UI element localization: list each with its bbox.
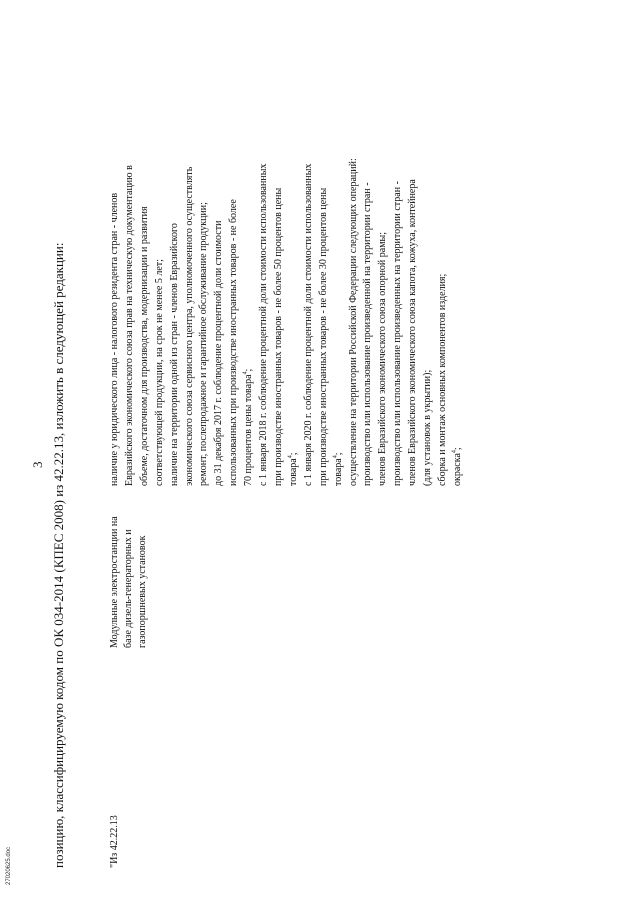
product-name-line: газопоршневых установок [137, 535, 148, 648]
footnote-ref: 4 [242, 371, 249, 375]
requirement-line: членов Евразийского экономического союза капота, кожуха, контейнера [407, 179, 419, 486]
requirement-line: наличие у юридического лица - налогового резидента стран - членов [109, 192, 120, 486]
requirement-line: соответствующей продукции, на срок не менее 5 лет; [153, 259, 165, 486]
requirement-line: с 1 января 2018 г. соблюдение процентной доли стоимости использованных [258, 163, 270, 486]
requirement-line: 70 процентов цены товара$^4$; [242, 368, 255, 486]
product-code: "Из 42.22.13 [109, 815, 120, 868]
requirement-line: окраска$^4$; [451, 447, 463, 486]
requirement-line: при производстве иностранных товаров - не более 50 процентов цены [272, 187, 284, 486]
requirement-line: экономического союза сервисного центра, уполномоченного осуществлять [183, 166, 195, 486]
requirement-line: при производстве иностранных товаров - не более 30 процентов цены [317, 187, 329, 486]
requirement-line: использованных при производстве иностранных товаров - не более [228, 199, 240, 486]
requirement-line: товара$^4$; [287, 452, 299, 486]
requirements-text [108, 16, 466, 486]
product-name-line: Модульные электростанции на [109, 516, 120, 648]
footnote-ref: 4 [451, 450, 458, 454]
footnote-ref: 4 [332, 455, 339, 459]
requirement-line: осуществление на территории Российской Федерации следующих операций: [347, 158, 359, 486]
requirement-line: до 31 декабря 2017 г. соблюдение процентной доли стоимости [213, 220, 225, 486]
requirement-line: товара$^4$; [332, 452, 344, 486]
page-number: 3 [30, 461, 45, 468]
requirement-line: членов Евразийского экономического союза опорной рамы; [377, 231, 389, 486]
requirement-line: Евразийского экономического союза прав на техническую документацию в [123, 165, 135, 486]
requirement-line: ремонт, послепродажное и гарантийное обслуживание продукции; [198, 202, 210, 486]
requirement-line: производство или использование произведенной на территории стран - [362, 182, 374, 486]
requirement-line: сборка и монтаж основных компонентов изделия; [436, 273, 448, 486]
requirement-line: объеме, достаточном для производства, модернизации и развития [138, 206, 150, 486]
footer-filename: 27020625.doc [6, 846, 12, 885]
product-name-line: базе дизель-генераторных и [123, 529, 134, 648]
intro-paragraph: позицию, классифицируемую кодом по ОК 034-2014 (КПЕС 2008) из 42.22.13, изложить в следующей редакции: [51, 242, 66, 868]
requirement-line: производство или использование произведенных на территории стран - [392, 181, 404, 486]
requirement-line: с 1 января 2020 г. соблюдение процентной доли стоимости использованных [302, 163, 314, 486]
footnote-ref: 4 [287, 455, 294, 459]
rotated-sheet [30, 18, 590, 868]
requirement-line: наличие на территории одной из стран - членов Евразийского [168, 223, 180, 486]
requirement-line: (для установок в укрытии); [422, 369, 434, 486]
